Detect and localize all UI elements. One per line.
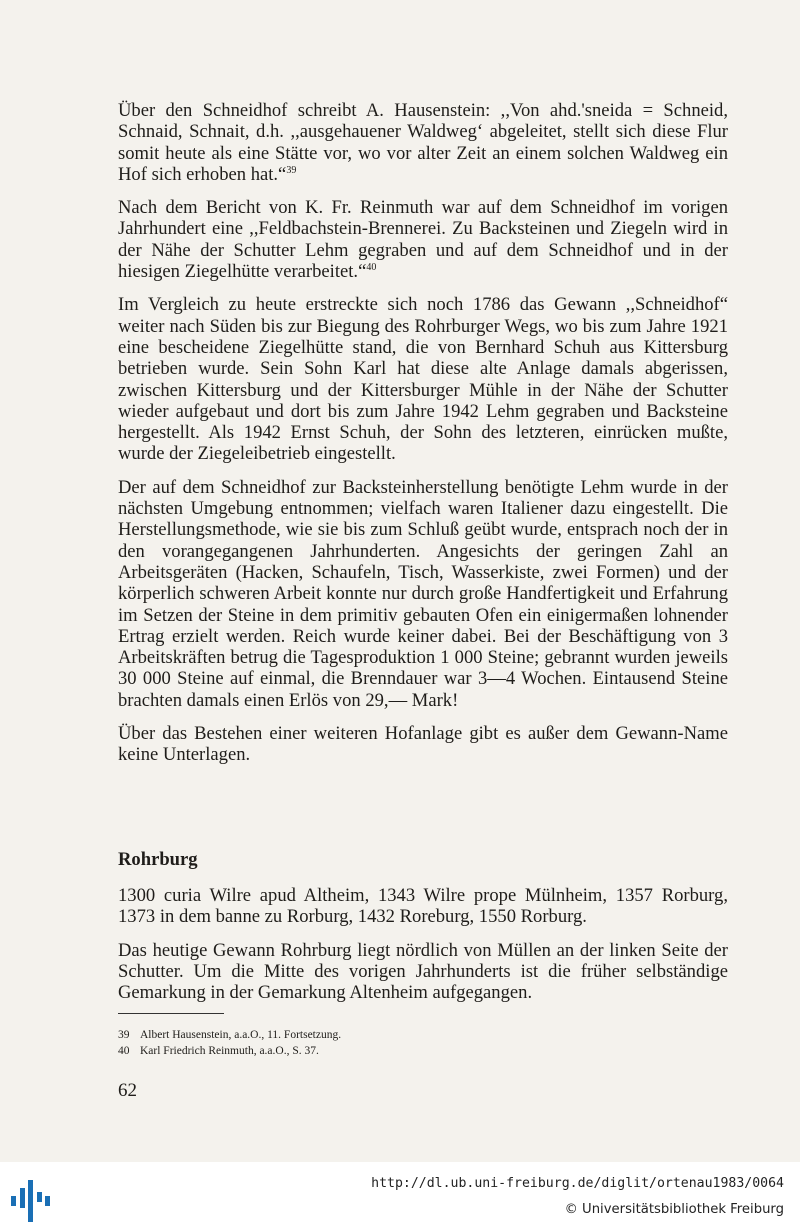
footnote-ref-40: 40: [366, 261, 377, 273]
paragraph-hofanlage: Über das Bestehen einer weiteren Hofanlage gibt es außer dem Gewann-Name keine Unterlagen.: [118, 723, 728, 766]
section-heading: Rohrburg: [118, 849, 198, 870]
footnote-ref-39: 39: [286, 164, 297, 176]
paragraph-reinmuth: Nach dem Bericht von K. Fr. Reinmuth war auf dem Schneidhof im vorigen Jahrhundert eine ,,Feldbachstein-Brennerei. Zu Backsteinen und Ziegeln wird in der Nähe der Schutter Lehm gegraben und auf dem Schneidhof und in der hiesigen Ziegelhütte verarbeitet.“$^{40}$: [118, 197, 728, 283]
paragraph-lehm: Der auf dem Schneidhof zur Backsteinherstellung benötigte Lehm wurde in der nächsten Umgebung entnommen; vielfach waren Italiener dazu eingestellt. Die Herstellungsmethode, wie sie bis zum Schluß geübt wurde, entsprach noch der in den vorangegangenen Jahrhunderten. Angesichts der geringen Zahl an Arbeitsgeräten (Hacken, Schaufeln, Tisch, Wasserkiste, zwei Formen) und der körperlich schweren Arbeit konnte nur durch große Handfertigkeit und Erfahrung im Setzen der Steine in dem primitiv gebauten Ofen ein einigermaßen lohnender Ertrag erzielt werden. Reich wurde keiner dabei. Bei der Beschäftigung von 3 Arbeitskräften betrug die Tagesproduktion 1 000 Steine; gebrannt wurden jeweils 30 000 Steine auf einmal, die Brenndauer war 3—4 Wochen. Eintausend Steine brachten damals einen Erlös von 29,— Mark!: [118, 476, 728, 711]
ub-freiburg-logo-icon: [8, 1178, 52, 1224]
footnote-39: 39 Albert Hausenstein, a.a.O., 11. Fortsetzung.: [118, 1029, 342, 1041]
source-url-link[interactable]: http://dl.ub.uni-freiburg.de/diglit/ortenau1983/0064: [371, 1176, 784, 1191]
footer-bar: [0, 1162, 800, 1226]
copyright-text: © Universitätsbibliothek Freiburg: [564, 1202, 784, 1217]
paragraph-rohrburg-gewann: Das heutige Gewann Rohrburg liegt nördlich von Müllen an der linken Seite der Schutter. Um die Mitte des vorigen Jahrhunderts ist die früher selbständige Gemarkung in der Gemarkung Altenheim aufgegangen.: [118, 939, 728, 1004]
paragraph-ziegelhuette: Im Vergleich zu heute erstreckte sich noch 1786 das Gewann ,,Schneidhof“ weiter nach Süden bis zur Biegung des Rohrburger Wegs, wo bis zum Jahre 1921 eine bescheidene Ziegelhütte stand, die von Bernhard Schuh aus Kittersburg betrieben wurde. Sein Sohn Karl hat diese alte Anlage damals abgerissen, zwischen Kittersburg und der Kittersburger Mühle in der Nähe der Schutter wieder aufgebaut und dort bis zum Jahre 1942 Lehm gegraben und Backsteine hergestellt. Als 1942 Ernst Schuh, der Sohn des letzteren, einrücken mußte, wurde der Ziegeleibetrieb eingestellt.: [118, 294, 728, 465]
section-rohrburg: [118, 849, 728, 1015]
footnote-40: 40 Karl Friedrich Reinmuth, a.a.O., S. 37.: [118, 1045, 319, 1057]
footnote-divider: [118, 1013, 224, 1014]
main-text: [118, 100, 728, 778]
footnotes: [118, 1027, 618, 1059]
paragraph-hausenstein: Über den Schneidhof schreibt A. Hausenstein: ,,Von ahd.'sneida = Schneid, Schnaid, Schnait, d.h. ,,ausgehauener Waldweg‘ abgeleitet, stellt sich diese Flur somit heute als eine Stätte vor, wo vor alter Zeit an einem solchen Waldweg ein Hof sich erhoben hat.“$^{39}$: [118, 100, 728, 185]
paragraph-rohrburg-dates: 1300 curia Wilre apud Altheim, 1343 Wilre prope Mülnheim, 1357 Rorburg, 1373 in dem banne zu Rorburg, 1432 Roreburg, 1550 Rorburg.: [118, 885, 728, 928]
page-number: 62: [118, 1080, 137, 1101]
